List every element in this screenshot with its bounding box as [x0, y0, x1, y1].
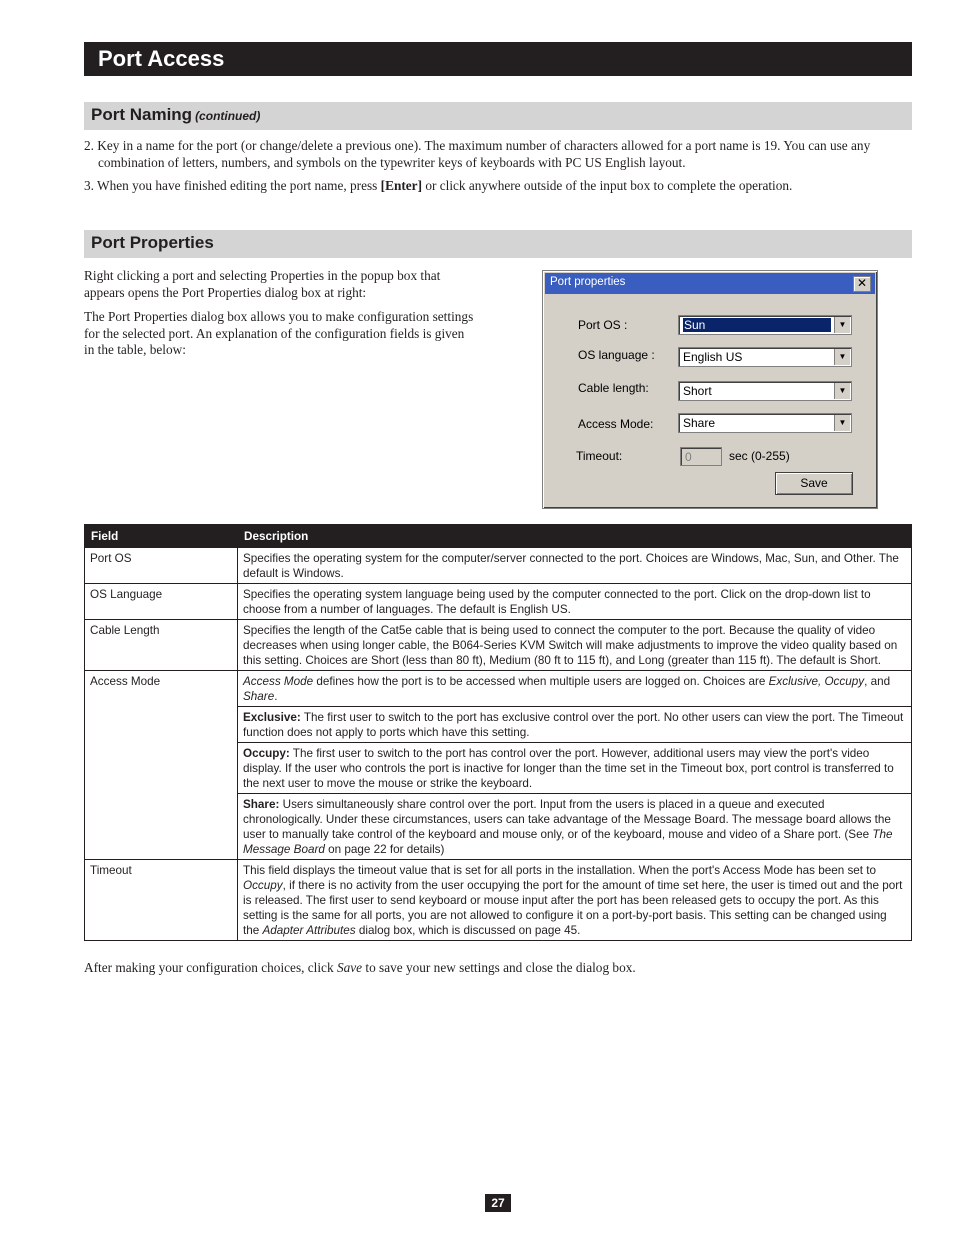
- table-row: [85, 584, 912, 620]
- port-os-select[interactable]: [678, 315, 852, 335]
- close-icon[interactable]: ✕: [853, 276, 871, 292]
- table-header-row: [85, 525, 912, 548]
- field-cell: Access Mode: [85, 671, 238, 860]
- timeout-label: Timeout:: [576, 449, 623, 463]
- page-header: [84, 42, 912, 76]
- description-cell: Specifies the operating system language being used by the computer connected to the port. Click on the drop-down list to choose from a number of languages. The default is English US.: [238, 584, 912, 620]
- description-cell: Share: Users simultaneously share control over the port. Input from the users is placed in a queue and executed chronologically. Under these circumstances, users can take advantage of the Message Board. The message board allows the user to manually take control of the keyboard and mouse only, or of the keyboard, mouse and video of a Share port. (See The Message Board on page 22 for details): [238, 794, 912, 860]
- port-os-label: Port OS :: [578, 318, 628, 332]
- description-cell: Occupy: The first user to switch to the port has control over the port. However, additional users may view the port's video display. If the user who controls the port is inactive for longer than the time set in the Timeout box, port control is transferred to the next user to move the mouse or strike the keyboard.: [238, 743, 912, 794]
- column-header-field: Field: [85, 525, 238, 548]
- description-cell: Exclusive: The first user to switch to the port has exclusive control over the port. No other users can view the port. The Timeout function does not apply to ports which have this setting.: [238, 707, 912, 743]
- port-properties-intro-2: The Port Properties dialog box allows you to make configuration settings for the selected port. An explanation of the configuration fields is given in the table, below:: [84, 309, 474, 357]
- timeout-input[interactable]: [680, 447, 722, 466]
- description-cell: Specifies the operating system for the computer/server connected to the port. Choices are Windows, Mac, Sun, and Other. The default is Windows.: [238, 548, 912, 584]
- section-subheading: (continued): [195, 109, 261, 123]
- page-title: Port Access: [98, 46, 225, 71]
- access-mode-value: Share: [683, 416, 716, 430]
- description-cell: Specifies the length of the Cat5e cable that is being used to connect the computer to the port. Because the quality of video decreases when using longer cable, the B064-Series KVM Switch will make adjustments to improve the video quality based on this setting. Choices are Short (less than 80 ft), Medium (80 ft to 115 ft), and Long (greater than 115 ft). The default is Short.: [238, 620, 912, 671]
- table-row: [85, 548, 912, 584]
- column-header-description: Description: [238, 525, 912, 548]
- dialog-title-bar: [545, 273, 875, 294]
- os-language-select[interactable]: [678, 347, 852, 367]
- access-mode-select[interactable]: [678, 413, 852, 433]
- field-cell: OS Language: [85, 584, 238, 620]
- cable-length-value: Short: [683, 384, 712, 398]
- cable-length-select[interactable]: [678, 381, 852, 401]
- section-port-properties: [84, 230, 912, 258]
- os-language-label: OS language :: [578, 348, 655, 362]
- save-button[interactable]: Save: [775, 472, 853, 495]
- os-language-value: English US: [683, 350, 743, 364]
- footer-note: After making your configuration choices, click Save to save your new settings and close the dialog box.: [84, 960, 636, 975]
- field-cell: Port OS: [85, 548, 238, 584]
- page-number: 27: [485, 1194, 511, 1212]
- chevron-down-icon[interactable]: ▼: [834, 317, 850, 333]
- chevron-down-icon[interactable]: ▼: [834, 349, 850, 365]
- section-port-naming: [84, 102, 912, 130]
- table-row: [85, 620, 912, 671]
- section-heading: Port Naming (continued): [91, 105, 261, 124]
- field-cell: Cable Length: [85, 620, 238, 671]
- configuration-fields-table: [84, 524, 912, 941]
- port-os-value: Sun: [683, 318, 831, 332]
- dialog-title: Port properties: [550, 276, 626, 288]
- field-cell: Timeout: [85, 860, 238, 941]
- port-properties-intro-1: Right clicking a port and selecting Properties in the popup box that appears opens the Port Properties dialog box at right:: [84, 268, 441, 300]
- description-cell: Access Mode defines how the port is to be accessed when multiple users are logged on. Choices are Exclusive, Occupy, and Share.: [238, 671, 912, 707]
- port-naming-step-2: 2. Key in a name for the port (or change/delete a previous one). The maximum number of characters allowed for a port name is 19. You can use any combination of letters, numbers, and symbols on the typewriter keys of keyboards with PC US English layout.: [84, 138, 871, 170]
- port-properties-dialog: [542, 270, 878, 509]
- chevron-down-icon[interactable]: ▼: [834, 415, 850, 431]
- enter-key-text: [Enter]: [380, 178, 423, 193]
- timeout-value: 0: [685, 450, 692, 464]
- port-naming-step-3: 3. When you have finished editing the port name, press [Enter] or click anywhere outside of the input box to complete the operation.: [84, 178, 793, 193]
- timeout-range-label: sec (0-255): [729, 449, 790, 463]
- access-mode-label: Access Mode:: [578, 417, 654, 431]
- table-row: [85, 860, 912, 941]
- section-heading: Port Properties: [91, 233, 214, 252]
- chevron-down-icon[interactable]: ▼: [834, 383, 850, 399]
- description-cell: This field displays the timeout value that is set for all ports in the installation. When the port's Access Mode has been set to Occupy, if there is no activity from the user occupying the port for the amount of time set here, the user is timed out and the port is released. The first user to send keyboard or mouse input after the port has been released gets to occupy the port. As this setting is the same for all ports, you are not allowed to configure it on a port-by-port basis. This setting can be changed using the Adapter Attributes dialog box, which is discussed on page 45.: [238, 860, 912, 941]
- table-row: [85, 671, 912, 707]
- cable-length-label: Cable length:: [578, 381, 649, 395]
